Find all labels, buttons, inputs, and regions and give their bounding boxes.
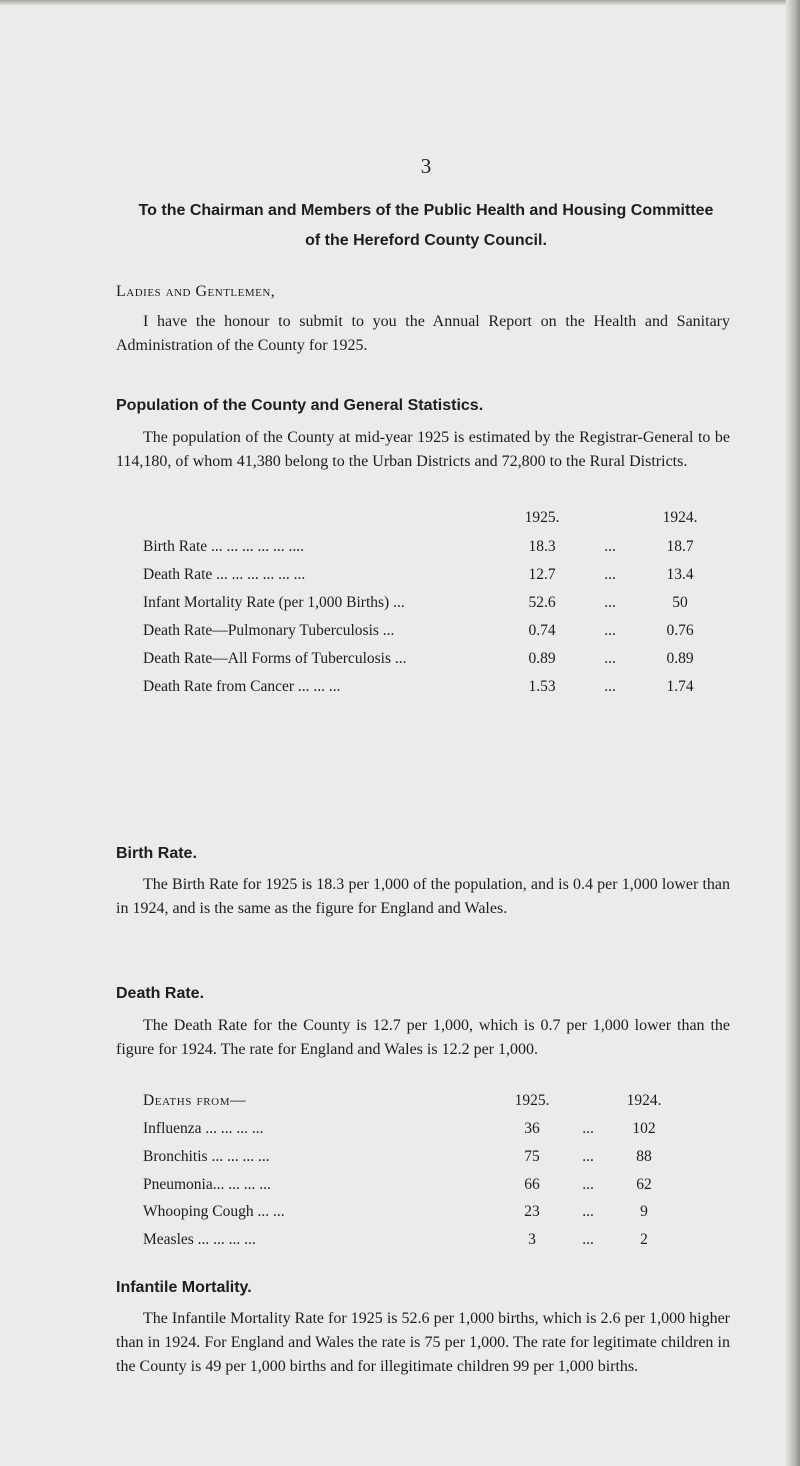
stats-header-row xyxy=(0,509,800,531)
salutation: Ladies and Gentlemen, xyxy=(116,283,276,300)
deaths-row-bronchitis xyxy=(0,1148,800,1170)
deaths-value-1925: 75 xyxy=(524,1148,540,1165)
deaths-row-pneumonia xyxy=(0,1176,800,1198)
infantile-mortality-heading: Infantile Mortality. xyxy=(116,1279,252,1296)
deaths-value-1925: 23 xyxy=(524,1203,540,1220)
deaths-row-influenza xyxy=(0,1120,800,1142)
deaths-value-1924: 2 xyxy=(640,1231,648,1248)
deaths-header-row xyxy=(0,1092,800,1114)
stats-row-label: Death Rate ... ... ... ... ... ... xyxy=(143,566,306,583)
deaths-row-label: Influenza ... ... ... ... xyxy=(143,1120,264,1137)
population-paragraph: The population of the County at mid-year 1925 is estimated by the Registrar-General to be 114,180, of whom 41,380 belong to the Urban Districts and 72,800 to the Rural Districts. xyxy=(116,429,730,470)
stats-value-1924: 0.76 xyxy=(666,622,694,639)
stats-separator: ... xyxy=(604,622,616,639)
stats-row-death-rate xyxy=(0,566,800,588)
stats-separator: ... xyxy=(604,678,616,695)
deaths-separator: ... xyxy=(582,1148,594,1165)
stats-row-label: Death Rate from Cancer ... ... ... xyxy=(143,678,341,695)
infantile-mortality-paragraph: The Infantile Mortality Rate for 1925 is 52.6 per 1,000 births, which is 2.6 per 1,000 higher than in 1924. For England and Wales the rate is 75 per 1,000. The rate for legitimate children in the County is 49 per 1,000 births and for illegitimate children 99 per 1,000 births. xyxy=(116,1310,730,1375)
deaths-col-1925: 1925. xyxy=(514,1092,550,1109)
stats-value-1924: 13.4 xyxy=(666,566,694,583)
deaths-value-1924: 9 xyxy=(640,1203,648,1220)
stats-value-1925: 1.53 xyxy=(528,678,556,695)
deaths-separator: ... xyxy=(582,1203,594,1220)
intro-paragraph: I have the honour to submit to you the Annual Report on the Health and Sanitary Administration of the County for 1925. xyxy=(116,313,730,354)
stats-row-infant-mortality xyxy=(0,594,800,616)
stats-separator: ... xyxy=(604,650,616,667)
stats-value-1925: 0.89 xyxy=(528,650,556,667)
deaths-row-label: Measles ... ... ... ... xyxy=(143,1231,256,1248)
stats-value-1925: 12.7 xyxy=(528,566,556,583)
stats-separator: ... xyxy=(604,538,616,555)
stats-row-label: Birth Rate ... ... ... ... ... .... xyxy=(143,538,305,555)
stats-value-1924: 50 xyxy=(672,594,688,611)
deaths-col-1924: 1924. xyxy=(626,1092,662,1109)
deaths-value-1924: 88 xyxy=(636,1148,652,1165)
deaths-row-label: Whooping Cough ... ... xyxy=(143,1203,285,1220)
stats-separator: ... xyxy=(604,594,616,611)
page-number: 3 xyxy=(420,154,432,178)
stats-row-pulmonary-tb xyxy=(0,622,800,644)
birth-rate-paragraph: The Birth Rate for 1925 is 18.3 per 1,000 of the population, and is 0.4 per 1,000 lower than in 1924, and is the same as the figure for England and Wales. xyxy=(116,876,730,917)
stats-value-1925: 52.6 xyxy=(528,594,556,611)
deaths-value-1924: 62 xyxy=(636,1176,652,1193)
stats-col-1924: 1924. xyxy=(662,509,698,526)
deaths-value-1925: 3 xyxy=(528,1231,536,1248)
deaths-from-label: Deaths from— xyxy=(143,1092,247,1109)
addressee-line-2: of the Hereford County Council. xyxy=(305,232,547,249)
stats-value-1925: 18.3 xyxy=(528,538,556,555)
deaths-value-1925: 66 xyxy=(524,1176,540,1193)
stats-row-label: Death Rate—All Forms of Tuberculosis ... xyxy=(143,650,407,667)
stats-row-label: Infant Mortality Rate (per 1,000 Births) ... xyxy=(143,594,405,611)
deaths-value-1924: 102 xyxy=(632,1120,656,1137)
deaths-separator: ... xyxy=(582,1231,594,1248)
stats-value-1925: 0.74 xyxy=(528,622,556,639)
stats-col-1925: 1925. xyxy=(524,509,560,526)
stats-separator: ... xyxy=(604,566,616,583)
deaths-row-label: Bronchitis ... ... ... ... xyxy=(143,1148,270,1165)
stats-row-birth-rate xyxy=(0,538,800,560)
deaths-row-measles xyxy=(0,1231,800,1253)
deaths-separator: ... xyxy=(582,1120,594,1137)
deaths-row-whooping-cough xyxy=(0,1203,800,1225)
stats-row-cancer xyxy=(0,678,800,700)
stats-row-label: Death Rate—Pulmonary Tuberculosis ... xyxy=(143,622,395,639)
population-heading: Population of the County and General Statistics. xyxy=(116,397,484,414)
stats-value-1924: 1.74 xyxy=(666,678,694,695)
addressee-line-1: To the Chairman and Members of the Public Health and Housing Committee xyxy=(138,202,714,219)
death-rate-paragraph: The Death Rate for the County is 12.7 per 1,000, which is 0.7 per 1,000 lower than the figure for 1924. The rate for England and Wales is 12.2 per 1,000. xyxy=(116,1017,730,1058)
deaths-row-label: Pneumonia... ... ... ... xyxy=(143,1176,271,1193)
death-rate-heading: Death Rate. xyxy=(116,985,205,1002)
stats-value-1924: 18.7 xyxy=(666,538,694,555)
deaths-separator: ... xyxy=(582,1176,594,1193)
birth-rate-heading: Birth Rate. xyxy=(116,845,197,862)
stats-row-all-tb xyxy=(0,650,800,672)
deaths-value-1925: 36 xyxy=(524,1120,540,1137)
stats-value-1924: 0.89 xyxy=(666,650,694,667)
